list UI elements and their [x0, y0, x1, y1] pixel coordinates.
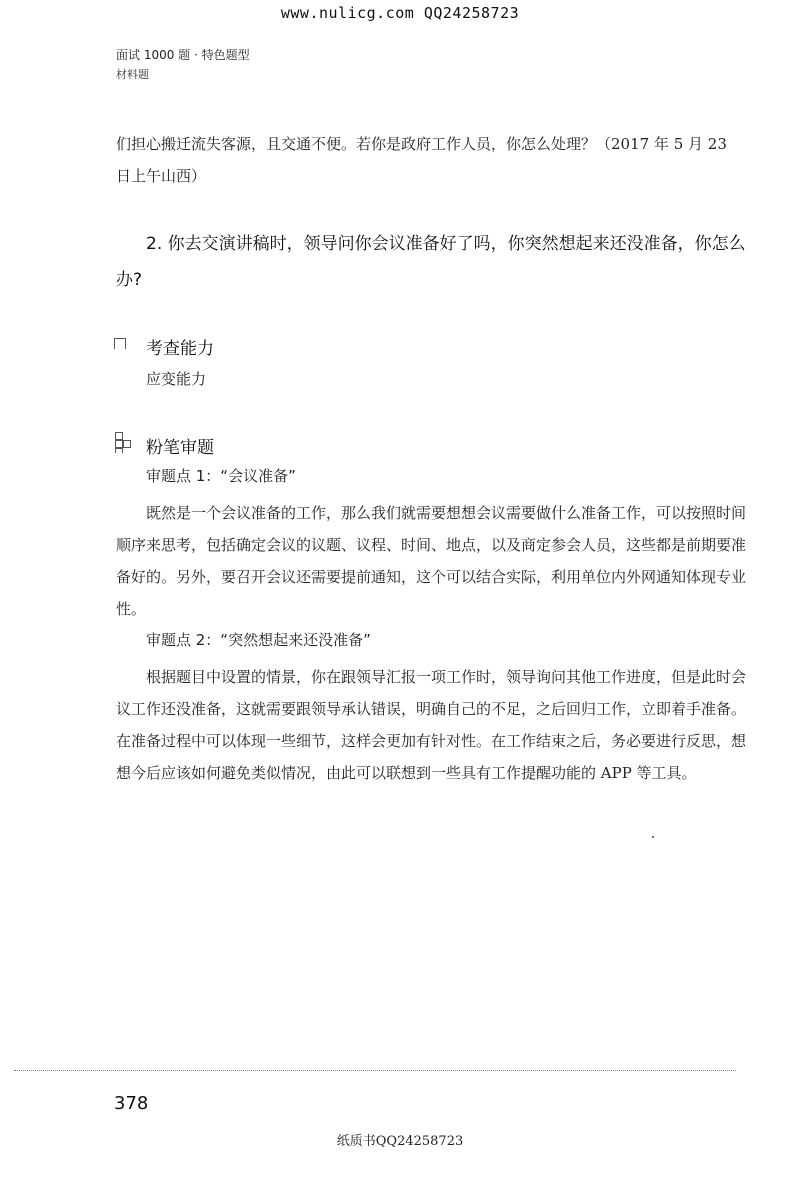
question-2: 2. 你去交演讲稿时，领导问你会议准备好了吗，你突然想起来还没准备，你怎么办?: [116, 234, 746, 290]
watermark-bottom: 纸质书QQ24258723: [336, 1134, 464, 1149]
scan-dotted-line: [14, 1070, 736, 1071]
ability-heading: 考查能力: [146, 339, 214, 359]
book-title: 面试 1000 题 · 特色题型: [116, 48, 250, 62]
watermark-top: www.nulicg.com QQ24258723: [280, 4, 520, 22]
grid-icon: [115, 432, 131, 454]
review-point-2-text: 根据题目中设置的情景，你在跟领导汇报一项工作时，领导询问其他工作进度，但是此时会议工作还没准备，这就需要跟领导承认错误，明确自己的不足，之后回归工作，立即着手准备。在准备过程中可以体现一些细节，这样会更加有针对性。在工作结束之后，务必要进行反思，想想今后应该如何避免类似情况，由此可以联想到一些具有工作提醒功能的 APP 等工具。: [116, 668, 747, 782]
section-label: 材料题: [116, 68, 149, 81]
scan-speck: [652, 836, 654, 838]
review-point-2-title: 审题点 2：“突然想起来还没准备”: [146, 631, 371, 649]
review-heading: 粉笔审题: [146, 438, 214, 458]
ability-content: 应变能力: [146, 370, 207, 388]
review-point-1-title: 审题点 1：“会议准备”: [146, 467, 296, 485]
box-icon: [114, 338, 126, 349]
question-intro-text: 们担心搬迁流失客源，且交通不便。若你是政府工作人员，你怎么处理？（2017 年 5 月 23 日上午山西）: [116, 135, 727, 185]
page-number: 378: [114, 1093, 149, 1114]
review-point-1-text: 既然是一个会议准备的工作，那么我们就需要想想会议需要做什么准备工作，可以按照时间顺序来思考，包括确定会议的议题、议程、时间、地点，以及商定参会人员，这些都是前期要准备好的。另外，要召开会议还需要提前通知，这个可以结合实际，利用单位内外网通知体现专业性。: [116, 504, 747, 618]
